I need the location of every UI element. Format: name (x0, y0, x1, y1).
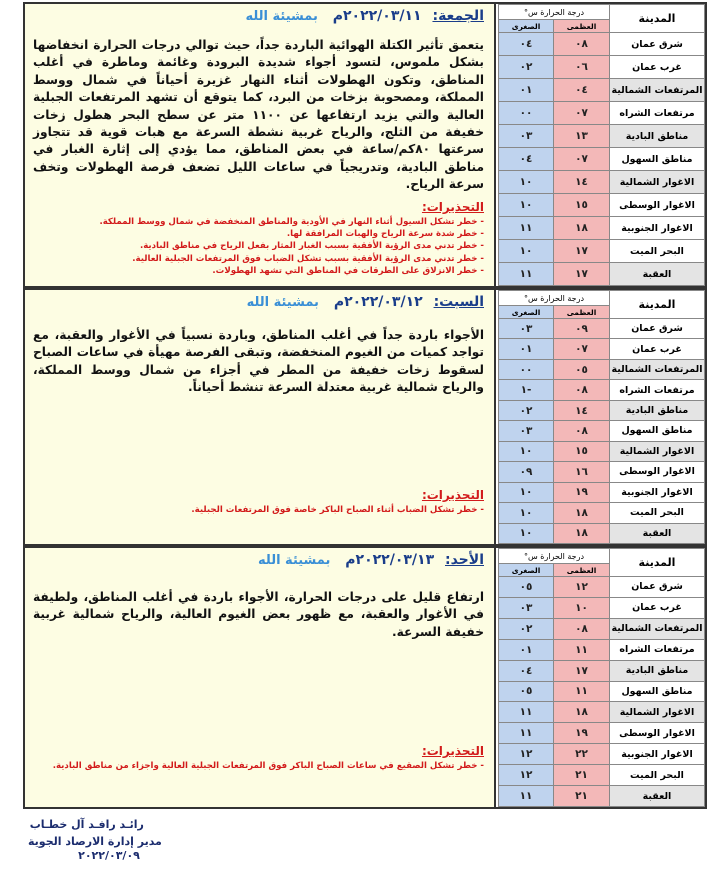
max-temp: ٠٨ (554, 421, 610, 441)
min-temp: -١ (499, 380, 554, 400)
city-name: غرب عمان (610, 339, 705, 359)
table-row (499, 597, 705, 618)
temperature-table (498, 4, 705, 286)
forecast-panel (25, 4, 496, 286)
max-temp: ١٨ (554, 503, 610, 523)
min-temp: ١١ (499, 723, 554, 744)
table-row (499, 681, 705, 702)
city-name: مرتفعات الشراه (610, 639, 705, 660)
warning-item: - خطر تدني مدى الرؤية الأفقية بسبب الغبار المثار بفعل الرياح في مناطق البادية. (139, 241, 484, 252)
table-row (499, 400, 705, 420)
warnings-block (33, 744, 484, 772)
city-name: مناطق السهول (610, 421, 705, 441)
table-row (499, 618, 705, 639)
day-sunday (23, 546, 707, 809)
city-name: البحر الميت (610, 240, 705, 263)
table-row (499, 639, 705, 660)
city-name: الاغوار الجنوبية (610, 744, 705, 765)
max-temp: ٠٥ (554, 359, 610, 379)
city-name: الاغوار الشمالية (610, 702, 705, 723)
table-row (499, 786, 705, 807)
header-city: المدينة (610, 291, 705, 319)
min-temp: ٠٥ (499, 577, 554, 598)
max-temp: ٠٧ (554, 148, 610, 171)
min-temp: ١٢ (499, 765, 554, 786)
warning-item: - خطر تشكل الضباب أثناء الصباح الباكر خاصة فوق المرتفعات الجبلية. (191, 505, 484, 515)
city-name: الاغوار الوسطى (610, 462, 705, 482)
warning-item: - خطر شدة سرعة الرياح والهبات المرافقة لها. (286, 229, 484, 240)
table-row (499, 503, 705, 523)
min-temp: ١٠ (499, 240, 554, 263)
header-min: الصغرى (499, 564, 554, 577)
city-name: البحر الميت (610, 765, 705, 786)
city-name: مناطق البادية (610, 400, 705, 420)
max-temp: ٢١ (554, 786, 610, 807)
min-temp: ١٠ (499, 503, 554, 523)
table-row (499, 702, 705, 723)
max-temp: ١٤ (554, 171, 610, 194)
header-city: المدينة (610, 5, 705, 33)
min-temp: ٠٤ (499, 148, 554, 171)
min-temp: ١٠ (499, 171, 554, 194)
city-name: مناطق البادية (610, 125, 705, 148)
warnings-title: التحذيرات: (421, 200, 484, 214)
max-temp: ١٩ (554, 482, 610, 502)
day-header (33, 8, 484, 25)
max-temp: ٠٩ (554, 319, 610, 339)
min-temp: ١٠ (499, 441, 554, 461)
day-date: ٢٠٢٢/٠٣/١١م (332, 8, 422, 24)
day-label: الأحد: (445, 552, 484, 568)
city-name: المرتفعات الشمالية (610, 618, 705, 639)
max-temp: ١٨ (554, 523, 610, 543)
city-name: مناطق السهول (610, 148, 705, 171)
city-name: شرق عمان (610, 33, 705, 56)
warnings-title: التحذيرات: (421, 488, 484, 502)
min-temp: ٠٠ (499, 102, 554, 125)
min-temp: ٠٣ (499, 125, 554, 148)
city-name: غرب عمان (610, 597, 705, 618)
day-saturday (23, 288, 707, 546)
city-name: المرتفعات الشمالية (610, 359, 705, 379)
table-row (499, 744, 705, 765)
city-name: المرتفعات الشمالية (610, 79, 705, 102)
city-name: مرتفعات الشراه (610, 102, 705, 125)
max-temp: ١٨ (554, 702, 610, 723)
table-row (499, 148, 705, 171)
min-temp: ١١ (499, 786, 554, 807)
city-name: مناطق البادية (610, 660, 705, 681)
min-temp: ٠٢ (499, 56, 554, 79)
city-name: الاغوار الشمالية (610, 171, 705, 194)
min-temp: ٠٣ (499, 421, 554, 441)
city-name: العقبة (610, 263, 705, 286)
table-row (499, 462, 705, 482)
header-max: العظمى (554, 20, 610, 33)
table-row (499, 359, 705, 379)
max-temp: ١٠ (554, 597, 610, 618)
temperature-table (498, 290, 705, 544)
header-temp: درجة الحرارة س° (499, 5, 610, 20)
max-temp: ٢١ (554, 765, 610, 786)
header-city: المدينة (610, 549, 705, 577)
table-row (499, 421, 705, 441)
max-temp: ١٧ (554, 660, 610, 681)
min-temp: ٠١ (499, 79, 554, 102)
table-row (499, 339, 705, 359)
max-temp: ١١ (554, 639, 610, 660)
signature-name: رائـد رافـد آل خطـاب (29, 818, 144, 831)
day-label: الجمعة: (432, 8, 484, 24)
table-row (499, 240, 705, 263)
city-name: شرق عمان (610, 577, 705, 598)
day-date: ٢٠٢٢/٠٣/١٢م (333, 294, 423, 310)
max-temp: ٠٨ (554, 33, 610, 56)
city-name: الاغوار الجنوبية (610, 217, 705, 240)
warning-item: - خطر تشكل السيول أثناء النهار في الأودية والمناطق المنخفضة في شمال ووسط المملكة. (99, 217, 484, 227)
max-temp: ٠٨ (554, 380, 610, 400)
min-temp: ١٢ (499, 744, 554, 765)
max-temp: ١٥ (554, 441, 610, 461)
city-name: شرق عمان (610, 319, 705, 339)
max-temp: ٠٤ (554, 79, 610, 102)
insha-text: بمشيئة الله (246, 295, 319, 310)
table-row (499, 79, 705, 102)
min-temp: ٠٤ (499, 33, 554, 56)
max-temp: ٠٨ (554, 618, 610, 639)
city-name: الاغوار الوسطى (610, 194, 705, 217)
city-name: الاغوار الوسطى (610, 723, 705, 744)
day-friday (23, 2, 707, 288)
min-temp: ٠٠ (499, 359, 554, 379)
max-temp: ٢٢ (554, 744, 610, 765)
max-temp: ١٣ (554, 125, 610, 148)
max-temp: ١٢ (554, 577, 610, 598)
warnings-block (33, 200, 484, 277)
forecast-text: الأجواء باردة جداً في أغلب المناطق، وباردة نسبياً في الأغوار والعقبة، مع تواجد كميات من الغيوم المنخفضة، وتبقى الفرصة مهيأة في ساعات الصباح لسقوط زخات خفيفة من المطر في أجزاء من شمال ووسط المملكة، والرياح شمالية غربية معتدلة السرعة تنشط أحياناً. (33, 328, 484, 395)
city-name: مناطق السهول (610, 681, 705, 702)
day-label: السبت: (433, 294, 484, 310)
max-temp: ١٤ (554, 400, 610, 420)
max-temp: ٠٧ (554, 102, 610, 125)
min-temp: ٠٩ (499, 462, 554, 482)
table-row (499, 171, 705, 194)
forecast-panel (25, 548, 496, 807)
forecast-text: ارتفاع قليل على درجات الحرارة، الأجواء باردة في أغلب المناطق، ولطيفة في الأغوار والعقبة، مع ظهور بعض الغيوم العالية، والرياح شمالية غربية خفيفة السرعة. (33, 590, 484, 639)
table-row (499, 577, 705, 598)
max-temp: ١١ (554, 681, 610, 702)
city-name: العقبة (610, 786, 705, 807)
min-temp: ٠١ (499, 339, 554, 359)
min-temp: ٠٣ (499, 319, 554, 339)
table-row (499, 380, 705, 400)
insha-text: بمشيئة الله (245, 9, 318, 24)
table-row (499, 441, 705, 461)
header-temp: درجة الحرارة س° (499, 291, 610, 306)
insha-text: بمشيئة الله (258, 553, 331, 568)
min-temp: ٠٢ (499, 400, 554, 420)
table-row (499, 723, 705, 744)
min-temp: ١١ (499, 702, 554, 723)
header-max: العظمى (554, 306, 610, 319)
table-row (499, 263, 705, 286)
min-temp: ٠١ (499, 639, 554, 660)
day-header (33, 552, 484, 569)
temperature-table (498, 548, 705, 807)
table-row (499, 482, 705, 502)
warnings-title: التحذيرات: (421, 744, 484, 758)
warning-item: - خطر الانزلاق على الطرقات في المناطق التي تشهد الهطولات. (212, 265, 484, 276)
table-row (499, 33, 705, 56)
max-temp: ١٧ (554, 240, 610, 263)
max-temp: ١٨ (554, 217, 610, 240)
city-name: غرب عمان (610, 56, 705, 79)
forecast-text: يتعمق تأثير الكتلة الهوائية الباردة جداً، حيث توالي درجات الحرارة انخفاضها بشكل ملموس، لتسود أجواء شديدة البرودة وغائمة وماطرة في أغلب المناطق، وتكون الهطولات أثناء النهار غزيرة أحياناً في شمال ووسط المملكة، ومصحوبة بزخات من البرد، كما يتوقع أن تشهد المرتفعات الجبلية العالية والتي يزيد ارتفاعها عن ١١٠٠ متر عن سطح البحر هطول زخات خفيفة من الثلج، والرياح غربية نشطة السرعة مع هبات قوية قد تتجاوز سرعتها ٨٠كم/ساعة في بعض المناطق، مما يؤدي إلى إثارة الغبار في مناطق البادية، وتدريجياً في ساعات الليل تضعف فرصة الهطولات وتخف سرعة الرياح. (33, 38, 484, 192)
signature-title: مدير إدارة الارصاد الجوية (28, 835, 162, 848)
min-temp: ٠٢ (499, 618, 554, 639)
header-min: الصغرى (499, 306, 554, 319)
table-row (499, 319, 705, 339)
table-row (499, 523, 705, 543)
day-date: ٢٠٢٢/٠٣/١٣م (345, 552, 435, 568)
signature-block (28, 818, 162, 862)
warning-item: - خطر تشكل الصقيع في ساعات الصباح الباكر فوق المرتفعات الجبلية العالية واجزاء من مناطق البادية. (52, 761, 484, 771)
max-temp: ١٦ (554, 462, 610, 482)
table-row (499, 194, 705, 217)
min-temp: ١١ (499, 217, 554, 240)
header-temp: درجة الحرارة س° (499, 549, 610, 564)
city-name: العقبة (610, 523, 705, 543)
min-temp: ٠٥ (499, 681, 554, 702)
table-row (499, 125, 705, 148)
min-temp: ١٠ (499, 482, 554, 502)
table-row (499, 102, 705, 125)
table-row (499, 217, 705, 240)
header-max: العظمى (554, 564, 610, 577)
max-temp: ١٩ (554, 723, 610, 744)
city-name: مرتفعات الشراه (610, 380, 705, 400)
warning-item: - خطر تدني مدى الرؤية الأفقية بسبب تشكل الضباب فوق المرتفعات الجبلية العالية. (132, 253, 484, 264)
city-name: الاغوار الشمالية (610, 441, 705, 461)
max-temp: ٠٧ (554, 339, 610, 359)
max-temp: ١٧ (554, 263, 610, 286)
city-name: البحر الميت (610, 503, 705, 523)
table-row (499, 56, 705, 79)
min-temp: ٠٤ (499, 660, 554, 681)
min-temp: ١١ (499, 263, 554, 286)
max-temp: ٠٦ (554, 56, 610, 79)
min-temp: ١٠ (499, 194, 554, 217)
forecast-panel (25, 290, 496, 544)
table-row (499, 660, 705, 681)
table-row (499, 765, 705, 786)
min-temp: ٠٣ (499, 597, 554, 618)
header-min: الصغرى (499, 20, 554, 33)
city-name: الاغوار الجنوبية (610, 482, 705, 502)
signature-date: ٢٠٢٢/٠٣/٠٩ (78, 849, 140, 862)
min-temp: ١٠ (499, 523, 554, 543)
max-temp: ١٥ (554, 194, 610, 217)
day-header (33, 294, 484, 311)
warnings-block (33, 488, 484, 516)
